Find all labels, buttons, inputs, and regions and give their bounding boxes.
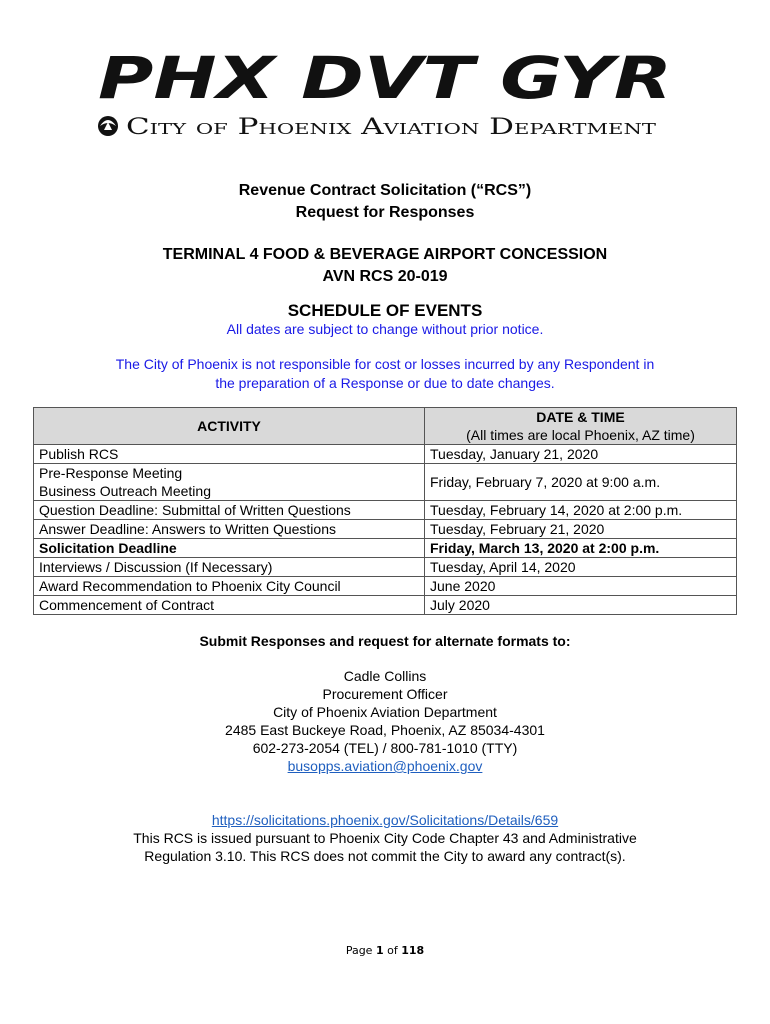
date-cell: Tuesday, February 14, 2020 at 2:00 p.m. bbox=[425, 501, 737, 520]
schedule-table bbox=[33, 407, 737, 615]
date-cell: Tuesday, January 21, 2020 bbox=[425, 445, 737, 464]
contact-name: Cadle Collins bbox=[343, 668, 427, 684]
disclaimer-line-2: the preparation of a Response or due to date changes. bbox=[215, 375, 555, 391]
closing-line-2: Regulation 3.10. This RCS does not commit the City to award any contract(s). bbox=[144, 848, 626, 864]
table-row bbox=[34, 445, 737, 464]
activity-cell: Answer Deadline: Answers to Written Questions bbox=[34, 520, 425, 539]
logo-wordmark: PHX DVT GYR bbox=[98, 48, 672, 112]
activity-cell: Solicitation Deadline bbox=[34, 539, 425, 558]
date-header-note: (All times are local Phoenix, AZ time) bbox=[466, 427, 695, 443]
contact-address: 2485 East Buckeye Road, Phoenix, AZ 85034-4301 bbox=[225, 722, 545, 738]
dates-note: All dates are subject to change without prior notice. bbox=[226, 321, 544, 337]
rcs-number: AVN RCS 20-019 bbox=[322, 268, 448, 285]
solicitation-url-link[interactable]: https://solicitations.phoenix.gov/Solicitations/Details/659 bbox=[211, 812, 559, 828]
date-cell: Friday, March 13, 2020 at 2:00 p.m. bbox=[425, 539, 737, 558]
activity-cell: Publish RCS bbox=[34, 445, 425, 464]
date-cell: Tuesday, April 14, 2020 bbox=[425, 558, 737, 577]
submit-heading: Submit Responses and request for alternate formats to: bbox=[199, 633, 571, 649]
table-row bbox=[34, 596, 737, 615]
activity-line: Business Outreach Meeting bbox=[39, 483, 211, 499]
table-row bbox=[34, 558, 737, 577]
email-line bbox=[0, 757, 770, 775]
schedule-title: SCHEDULE OF EVENTS bbox=[287, 301, 483, 320]
date-header-label: DATE & TIME bbox=[536, 409, 625, 425]
date-cell: June 2020 bbox=[425, 577, 737, 596]
disclaimer-line-1: The City of Phoenix is not responsible for cost or losses incurred by any Respondent in bbox=[115, 356, 655, 372]
activity-cell bbox=[34, 464, 425, 501]
table-row bbox=[34, 520, 737, 539]
closing-line-1: This RCS is issued pursuant to Phoenix City Code Chapter 43 and Administrative bbox=[133, 830, 637, 846]
activity-line: Pre-Response Meeting bbox=[39, 465, 183, 481]
activity-cell: Commencement of Contract bbox=[34, 596, 425, 615]
table-row bbox=[34, 501, 737, 520]
contact-phone: 602-273-2054 (TEL) / 800-781-1010 (TTY) bbox=[252, 740, 518, 756]
contact-role: Procurement Officer bbox=[322, 686, 448, 702]
activity-cell: Question Deadline: Submittal of Written Questions bbox=[34, 501, 425, 520]
page-total: 118 bbox=[401, 944, 425, 957]
aviation-logo bbox=[96, 48, 674, 140]
phoenix-bird-icon bbox=[98, 116, 118, 136]
logo-department-text: City of Phoenix Aviation Department bbox=[126, 115, 656, 140]
concession-title: TERMINAL 4 FOOD & BEVERAGE AIRPORT CONCESSION bbox=[162, 246, 608, 263]
url-line bbox=[0, 811, 770, 829]
activity-header: ACTIVITY bbox=[34, 408, 425, 445]
date-cell: Tuesday, February 21, 2020 bbox=[425, 520, 737, 539]
date-cell: Friday, February 7, 2020 at 9:00 a.m. bbox=[425, 464, 737, 501]
contact-org: City of Phoenix Aviation Department bbox=[273, 704, 497, 720]
activity-cell: Award Recommendation to Phoenix City Council bbox=[34, 577, 425, 596]
page-footer bbox=[0, 944, 770, 957]
rcs-subtitle: Request for Responses bbox=[295, 204, 475, 221]
page-number: 1 bbox=[375, 944, 384, 957]
page-label: Page bbox=[345, 944, 373, 957]
table-row bbox=[34, 539, 737, 558]
table-header bbox=[34, 408, 737, 445]
activity-cell: Interviews / Discussion (If Necessary) bbox=[34, 558, 425, 577]
rcs-title: Revenue Contract Solicitation (“RCS”) bbox=[238, 182, 532, 199]
date-header bbox=[425, 408, 737, 445]
of-label: of bbox=[387, 944, 398, 957]
table-row bbox=[34, 577, 737, 596]
email-link[interactable]: busopps.aviation@phoenix.gov bbox=[287, 758, 483, 774]
table-row bbox=[34, 464, 737, 501]
date-cell: July 2020 bbox=[425, 596, 737, 615]
